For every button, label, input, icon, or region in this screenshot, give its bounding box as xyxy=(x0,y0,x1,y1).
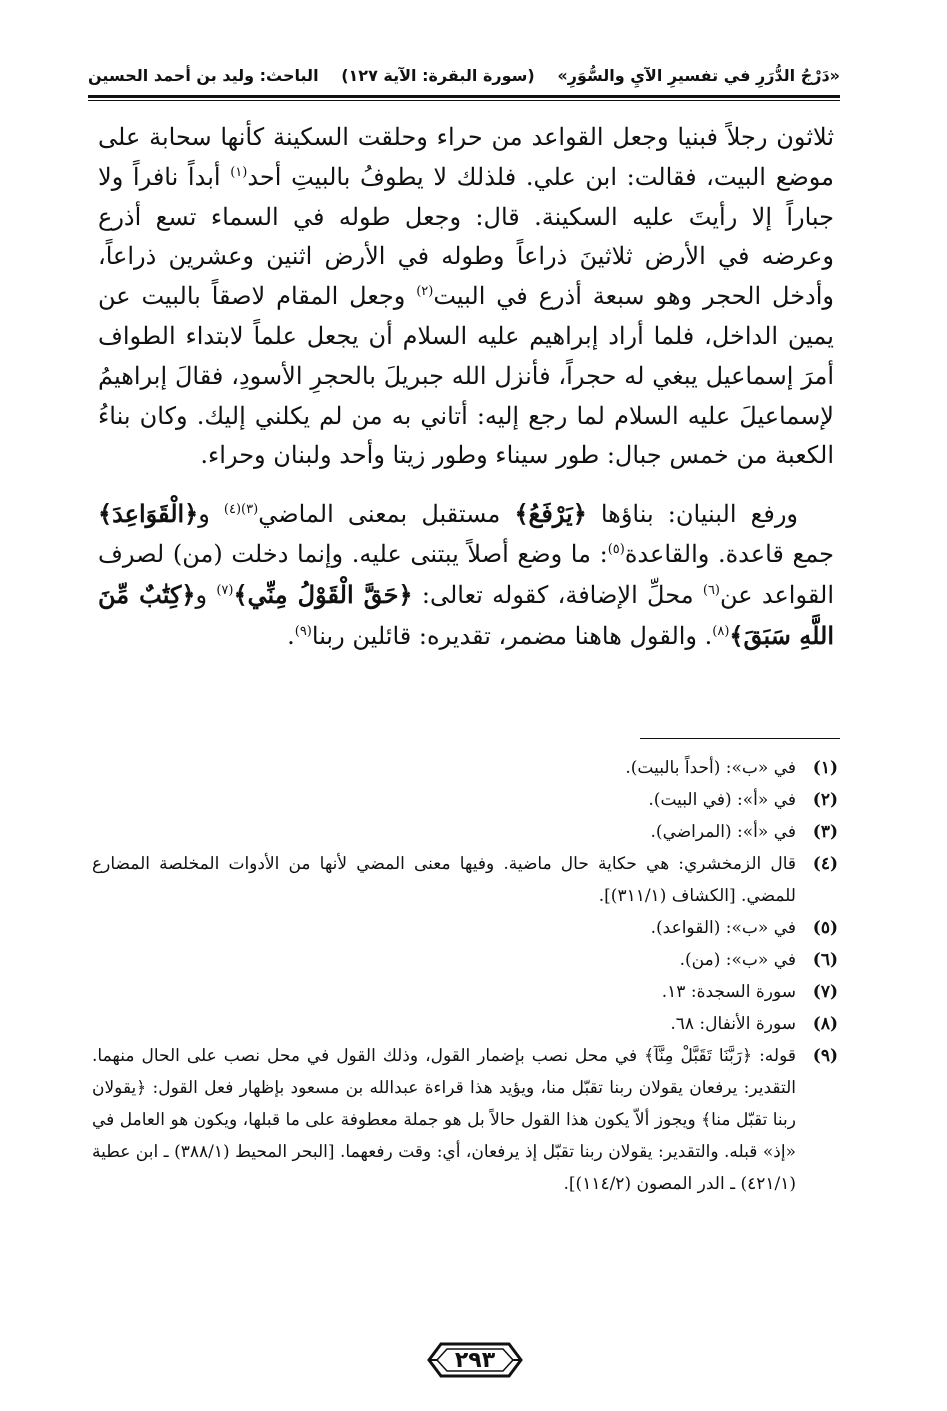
page-number-ornament xyxy=(427,1340,523,1380)
text-run: و xyxy=(195,580,217,609)
footnote-text: في «ب»: (من). xyxy=(679,950,796,970)
footnote-number: (٩) xyxy=(812,1046,838,1066)
text-run: ثلاثون رجلاً فبنيا وجعل القواعد من حراء وحلقت السكينة كأنها سحابة على موضع البيت، فقالت: ابن علي. فلذلك لا يطوفُ بالبيتِ أحد xyxy=(98,123,835,191)
header-rule xyxy=(88,95,840,98)
quran-quote: ﴿كِتَٰبٌ مِّنَ اللَّهِ سَبَقَ﴾ xyxy=(98,579,834,650)
quran-quote: ﴿الْقَوَاعِدَ﴾ xyxy=(98,499,199,529)
text-run: جمع قاعدة. والقاعدة xyxy=(624,539,834,568)
footnote-number: (٤) xyxy=(812,854,838,874)
footnote-item xyxy=(92,848,838,912)
quran-quote: ﴿حَقَّ الْقَوْلُ مِنِّي﴾ xyxy=(233,579,413,609)
text-run: محلِّ الإضافة، كقوله تعالى: xyxy=(412,580,703,609)
text-run: : ما وضع أصلاً يبتنى عليه. وإنما دخلت (من) لصرف القواعد عن xyxy=(98,539,834,609)
footnote-item xyxy=(92,1040,838,1200)
footnote-item xyxy=(92,816,838,848)
page-number: ٢٩٣ xyxy=(454,1347,496,1373)
footnote-number: (١) xyxy=(812,758,838,778)
footnote-ref[interactable]: (٩) xyxy=(294,623,312,639)
book-title: «دَرْجُ الدُّرَرِ في تفسيرِ الآيِ والسُّوَرِ» xyxy=(557,65,840,85)
footnote-ref[interactable]: (٢) xyxy=(416,284,434,300)
footnote-item xyxy=(92,912,838,944)
paragraph-1 xyxy=(98,118,834,476)
footnote-separator xyxy=(640,738,840,739)
footnote-number: (٨) xyxy=(812,1014,838,1034)
footnote-text: قال الزمخشري: هي حكاية حال ماضية. وفيها معنى المضي لأنها من الأدوات المخلصة المضارع للمضي. [الكشاف (٣١١/١)]. xyxy=(92,854,796,906)
footnote-item xyxy=(92,976,838,1008)
main-text xyxy=(98,118,834,656)
footnote-number: (٣) xyxy=(812,822,838,842)
footnote-item xyxy=(92,944,838,976)
footnote-number: (٥) xyxy=(812,918,838,938)
researcher-name: الباحث: وليد بن أحمد الحسين xyxy=(88,65,319,85)
footnote-text: قوله: ﴿رَبَّنَا تَقَبَّلْ مِنَّآ﴾ في محل نصب بإضمار القول، وذلك القول في محل نصب على الحال منهما. التقدير: يرفعان يقولان ربنا تقبّل منا، ويؤيد هذا قراءة عبدالله بن مسعود بإظهار فعل القول: ﴿يقولان ربنا تقبّل منا﴾ ويجوز ألاّ يكون هذا القول حالاً بل هو جملة معطوفة على ما قبلها، ويكون هو العامل في «إذ» قبله. والتقدير: يقولان ربنا تقبّل إذ يرفعان، أي: وقت رفعهما. [البحر المحيط (٣٨٨/١) ـ ابن عطية (٤٢١/١) ـ الدر المصون (١١٤/٢)]. xyxy=(92,1046,796,1194)
running-header xyxy=(88,58,840,92)
text-run: أبداً نافراً ولا جباراً إلا رأيتَ عليه السكينة. قال: وجعل طوله في السماء تسع أذرع وعرضه في الأرض ثلاثينَ ذراعاً وطوله في الأرض اثنين وعشرين ذراعاً، وأدخل الحجر وهو سبعة أذرع في البيت xyxy=(98,162,834,311)
footnote-number: (٦) xyxy=(812,950,838,970)
footnotes xyxy=(92,752,838,1200)
text-run: ورفع البنيان: بناؤها xyxy=(586,500,799,529)
text-run: و xyxy=(198,500,224,529)
footnote-item xyxy=(92,752,838,784)
text-run: وجعل المقام لاصقاً بالبيت عن يمين الداخل، فلما أراد إبراهيم عليه السلام أن يجعل علماً لابتداء الطواف أمرَ إسماعيل يبغي له حجراً، فأنزل الله جبريلَ بالحجرِ الأسودِ، فقالَ إبراهيمُ لإسماعيلَ عليه السلام لما رجع إليه: أتاني به من لم يكلني إليك. وكان بناءُ الكعبة من خمس جبال: طور سيناء وطور زيتا وأحد ولبنان وحراء. xyxy=(98,282,834,470)
footnote-number: (٧) xyxy=(812,982,838,1002)
text-run: مستقبل بمعنى الماضي xyxy=(258,500,515,529)
footnote-number: (٢) xyxy=(812,790,838,810)
footnote-text: سورة الأنفال: ٦٨. xyxy=(670,1014,796,1034)
footnote-ref[interactable]: (٨) xyxy=(712,623,730,639)
footnote-ref[interactable]: (٣)(٤) xyxy=(223,502,259,518)
paragraph-2 xyxy=(98,494,834,656)
footnote-text: في «أ»: (في البيت). xyxy=(648,790,796,810)
footnote-ref[interactable]: (٥) xyxy=(607,541,625,557)
footnote-item xyxy=(92,784,838,816)
footnote-text: في «ب»: (القواعد). xyxy=(650,918,796,938)
text-run: . والقول هاهنا مضمر، تقديره: قائلين ربنا xyxy=(311,621,713,650)
header-rule-thin xyxy=(88,100,840,101)
footnote-text: في «ب»: (أحداً بالبيت). xyxy=(625,758,796,778)
footnote-ref[interactable]: (٦) xyxy=(702,582,720,598)
quran-quote: ﴿يَرْفَعُ﴾ xyxy=(514,499,587,529)
footnote-text: في «أ»: (المراضي). xyxy=(650,822,796,842)
text-run: . xyxy=(287,621,295,650)
footnote-ref[interactable]: (٧) xyxy=(216,582,234,598)
footnote-ref[interactable]: (١) xyxy=(230,164,248,180)
footnote-text: سورة السجدة: ١٣. xyxy=(661,982,796,1002)
footnote-item xyxy=(92,1008,838,1040)
surah-reference: (سورة البقرة: الآية ١٢٧) xyxy=(341,65,535,85)
